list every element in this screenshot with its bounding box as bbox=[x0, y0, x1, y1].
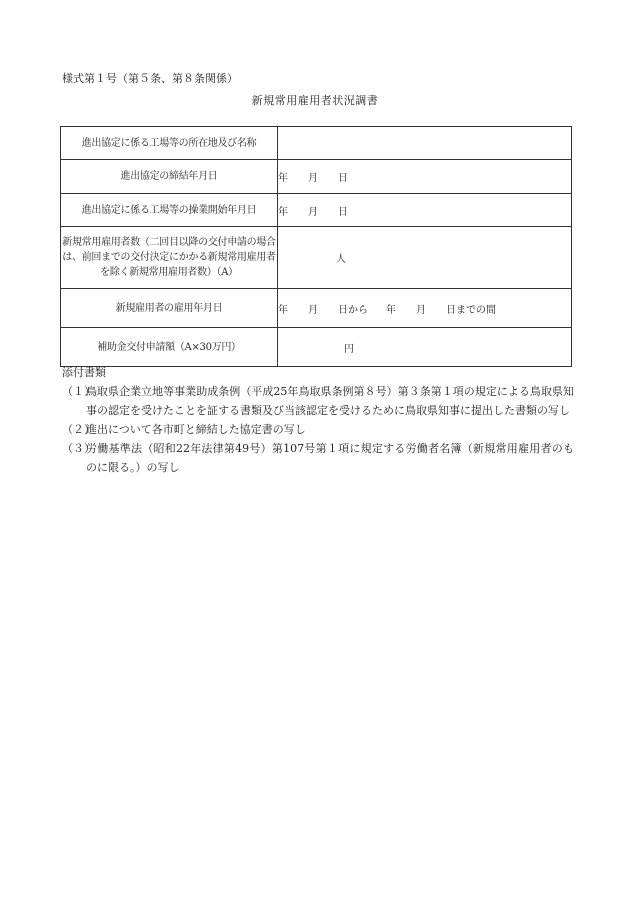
month-unit: 月 bbox=[308, 206, 318, 218]
label-line: を除く新規常用雇用者数）（A） bbox=[100, 267, 238, 278]
attachment-item bbox=[62, 439, 574, 477]
label-new-employee-count bbox=[61, 227, 278, 289]
status-table bbox=[60, 126, 572, 367]
value-operation-start bbox=[278, 194, 572, 227]
attachment-text: 鳥取県企業立地等事業助成条例（平成25年鳥取県条例第８号）第３条第１項の規定による鳥取県知事の認定を受けたことを証する書類及び当該認定を受けるために鳥取県知事に提出した書類の写し bbox=[86, 385, 574, 417]
label-factory-location: 進出協定に係る工場等の所在地及び名称 bbox=[61, 127, 278, 160]
table-row-factory-location bbox=[61, 127, 572, 160]
attachment-number: （３） bbox=[62, 442, 95, 455]
value-subsidy-amount bbox=[278, 328, 572, 367]
attachments-list bbox=[62, 382, 574, 477]
label-subsidy-amount: 補助金交付申請額（A×30万円） bbox=[61, 328, 278, 367]
table-row-operation-start bbox=[61, 194, 572, 227]
attachments-heading: 添付書類 bbox=[62, 366, 106, 379]
table-row-agreement-date bbox=[61, 160, 572, 194]
attachment-item bbox=[62, 420, 574, 439]
day-unit: 日 bbox=[338, 206, 348, 218]
table-row-subsidy-amount bbox=[61, 328, 572, 367]
form-number: 様式第１号（第５条、第８条関係） bbox=[62, 72, 238, 85]
year-unit: 年 bbox=[278, 206, 288, 218]
value-new-employee-count bbox=[278, 227, 572, 289]
value-hire-period bbox=[278, 289, 572, 328]
table-row-hire-period bbox=[61, 289, 572, 328]
attachment-item bbox=[62, 382, 574, 420]
period-day-to: 日までの間 bbox=[446, 304, 496, 316]
label-line: 新規常用雇用者数（二回目以降の交付申請の場合 bbox=[62, 237, 276, 248]
period-month-from: 月 bbox=[308, 304, 318, 316]
attachment-text: 進出について各市町と締結した協定書の写し bbox=[86, 423, 306, 436]
document-title: 新規常用雇用者状況調書 bbox=[251, 94, 379, 107]
label-hire-period: 新規雇用者の雇用年月日 bbox=[61, 289, 278, 328]
day-unit: 日 bbox=[338, 173, 348, 184]
label-line: は、前回までの交付決定にかかる新規常用雇用者 bbox=[62, 252, 276, 263]
value-factory-location bbox=[278, 127, 572, 160]
period-month-to: 月 bbox=[416, 304, 426, 316]
period-day-from: 日から bbox=[338, 304, 368, 316]
value-agreement-date bbox=[278, 160, 572, 194]
attachment-number: （１） bbox=[62, 385, 95, 398]
year-unit: 年 bbox=[278, 173, 288, 184]
month-unit: 月 bbox=[308, 173, 318, 184]
period-year-from: 年 bbox=[278, 304, 288, 316]
yen-unit: 円 bbox=[344, 343, 354, 355]
attachment-number: （２） bbox=[62, 423, 95, 436]
period-year-to: 年 bbox=[386, 304, 396, 316]
table-row-new-employee-count bbox=[61, 227, 572, 289]
label-operation-start: 進出協定に係る工場等の操業開始年月日 bbox=[61, 194, 278, 227]
attachment-text: 労働基準法（昭和22年法律第49号）第107号第１項に規定する労働者名簿（新規常用雇用者のものに限る。）の写し bbox=[86, 442, 574, 474]
person-unit: 人 bbox=[336, 254, 346, 265]
label-agreement-date: 進出協定の締結年月日 bbox=[61, 160, 278, 194]
